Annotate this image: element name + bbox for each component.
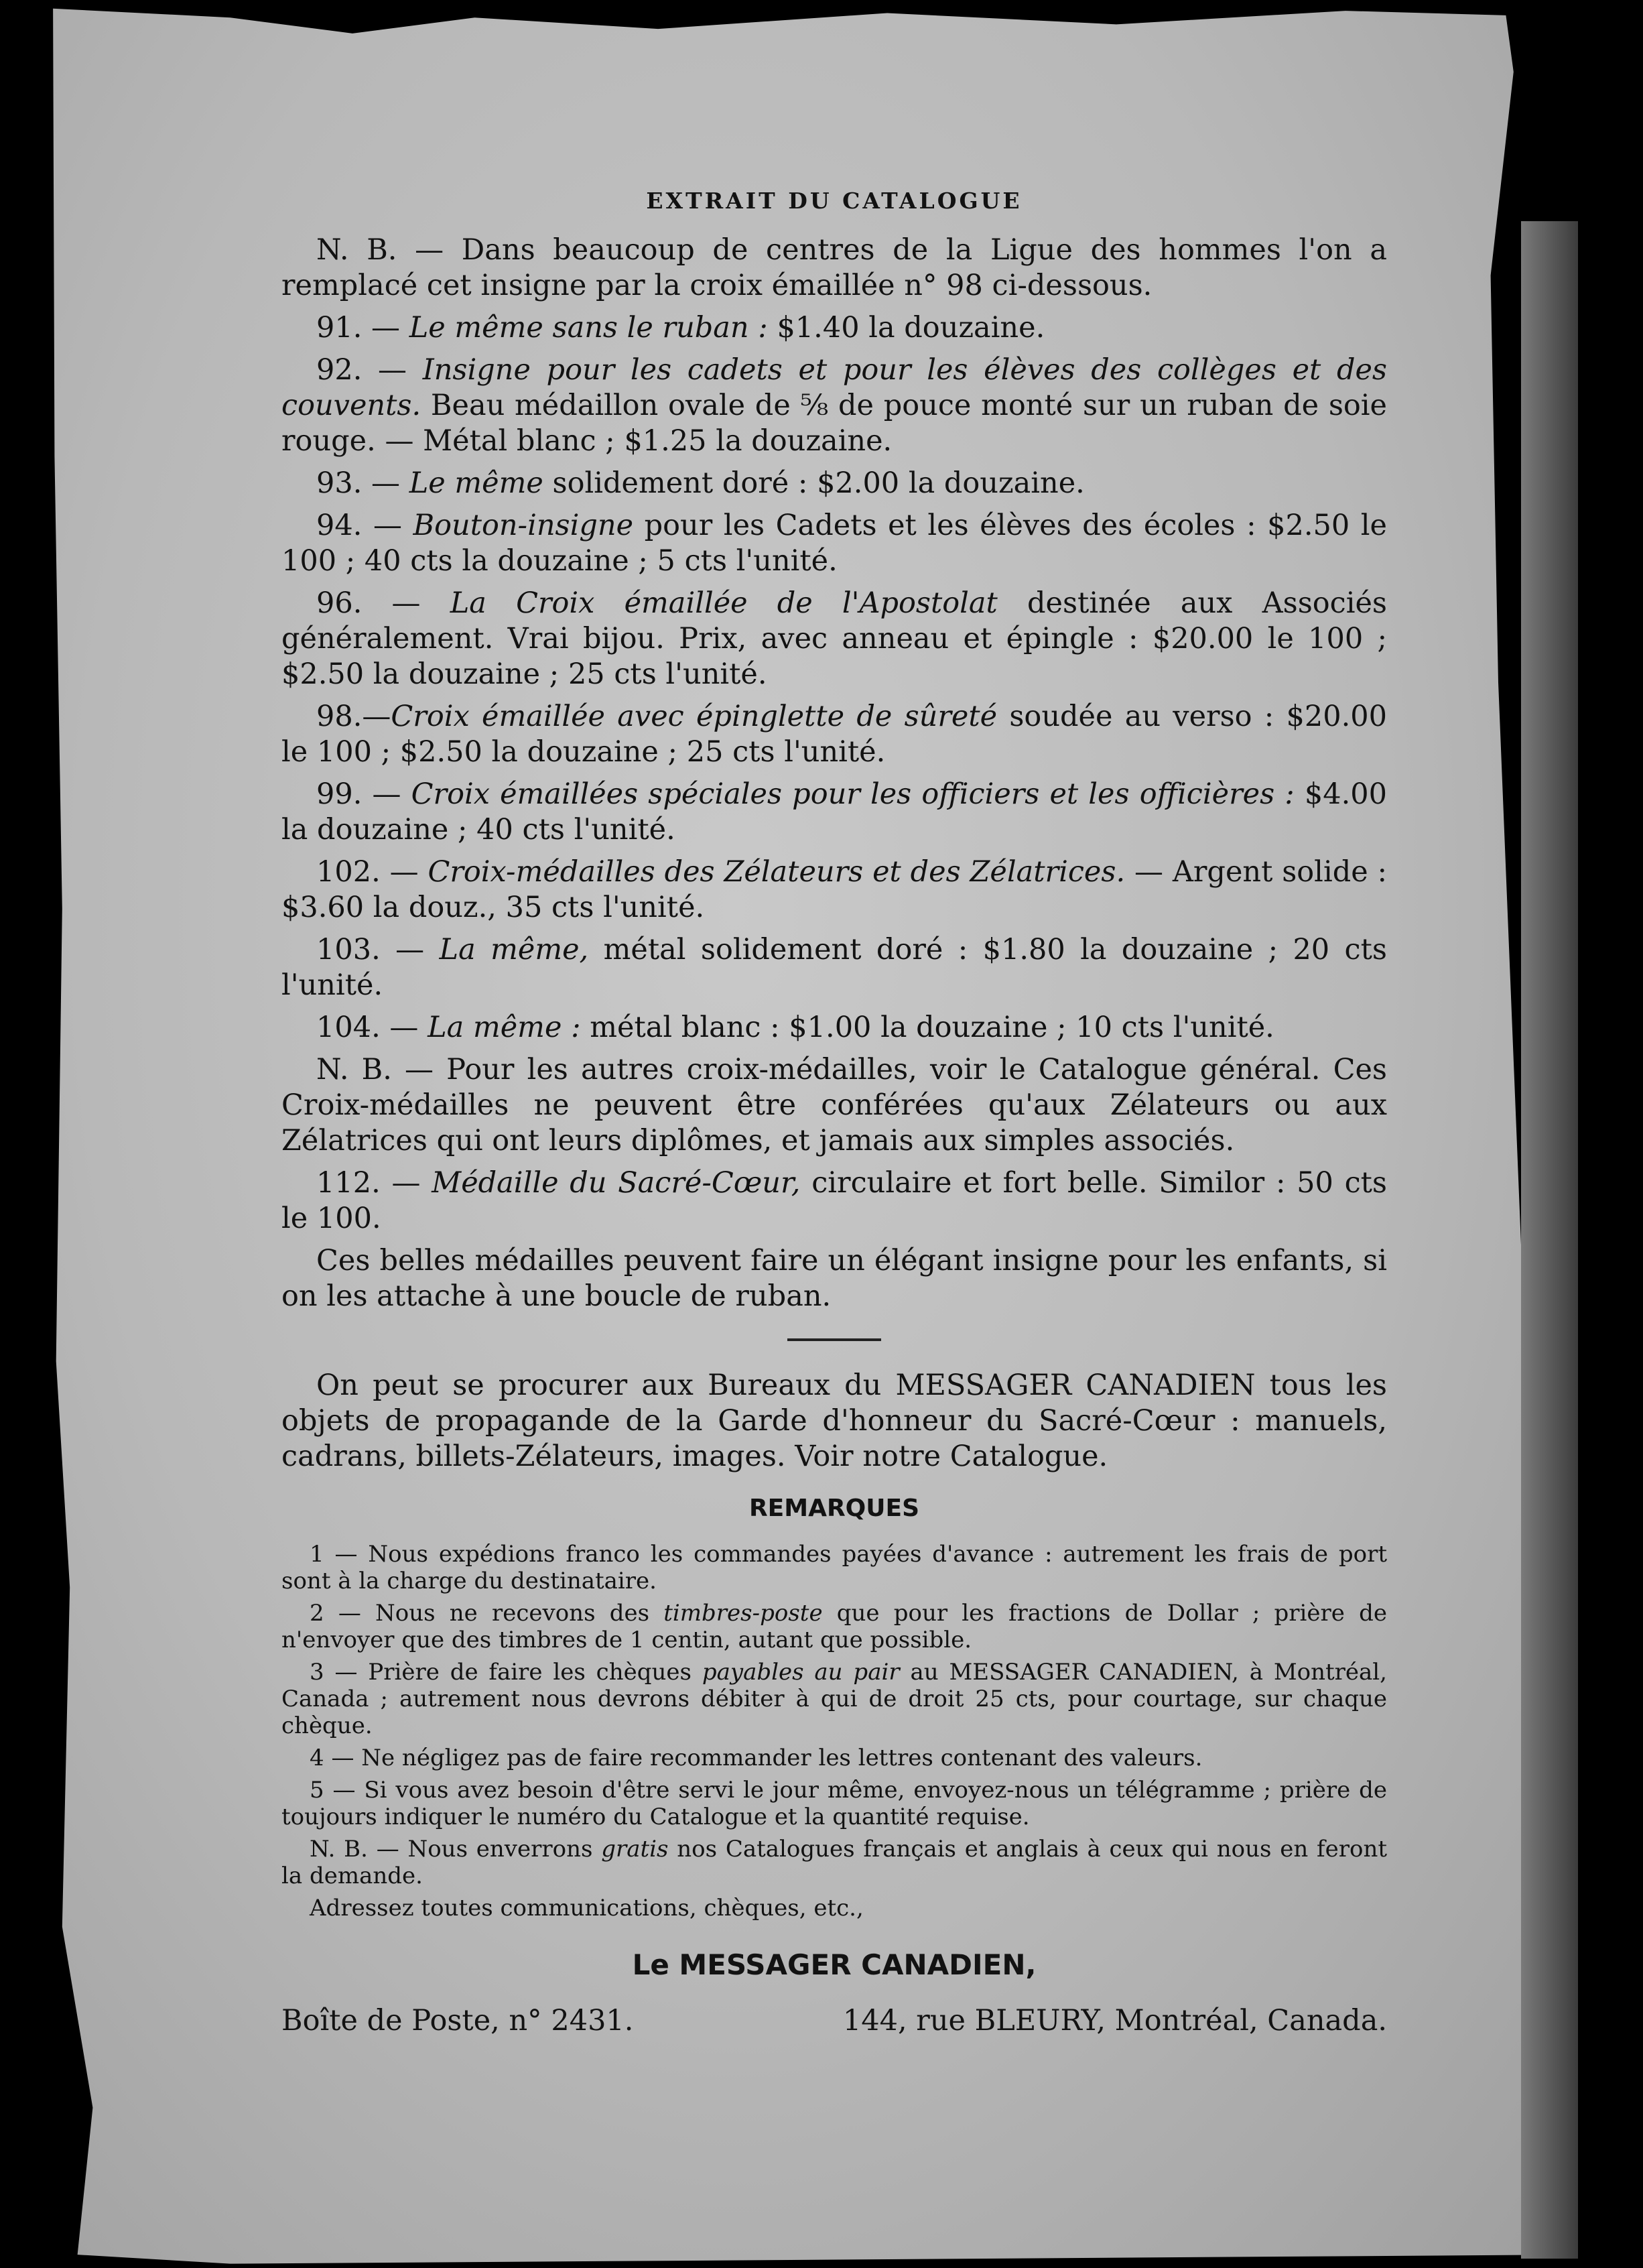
remarque-item [281, 1745, 1387, 1771]
remarque-item [281, 1895, 1387, 1922]
signature: Le MESSAGER CANADIEN, [632, 1948, 1037, 1981]
page-header: EXTRAIT DU CATALOGUE [646, 188, 1023, 214]
remarque-item [281, 1600, 1387, 1653]
catalogue-item-em: La Croix émaillée de l'Apostolat [450, 586, 998, 620]
catalogue-item-pre: 99. — [316, 777, 411, 811]
remarque-item-pre: N. B. — Nous enverrons [310, 1836, 602, 1863]
page-edge-shadow [1521, 221, 1578, 2259]
separator-rule [787, 1338, 881, 1341]
catalogue-item-pre: 93. — [316, 466, 409, 500]
catalogue-item-pre: 104. — [316, 1011, 428, 1044]
catalogue-item-post: solidement doré : $2.00 la douzaine. [543, 466, 1085, 500]
catalogue-item-post: Beau médaillon ovale de ⅝ de pouce monté sur un ruban de soie rouge. — Métal blanc ; $1.25 la douzaine. [281, 389, 1387, 458]
remarque-item-pre: 4 — Ne négligez pas de faire recommander les lettres contenant des valeurs. [310, 1745, 1203, 1771]
catalogue-item [281, 586, 1387, 692]
catalogue-item [281, 777, 1387, 848]
catalogue-item-pre: 112. — [316, 1166, 432, 1200]
catalogue-item [281, 310, 1387, 346]
catalogue-item-post: soudée au verso : $20.00 le 100 ; $2.50 la douzaine ; 25 cts l'unité. [281, 700, 1387, 769]
catalogue-item-pre: 98.— [316, 700, 391, 733]
catalogue-item-post: circulaire et fort belle. Similor : 50 cts le 100. [281, 1166, 1387, 1235]
catalogue-item-pre: N. B. — Dans beaucoup de centres de la Ligue des hommes l'on a remplacé cet insigne par la croix émaillée n° 98 ci-dessous. [281, 233, 1387, 302]
catalogue-item-pre: N. B. — Pour les autres croix-médailles, voir le Catalogue général. Ces Croix-médailles ne peuvent être conférées qu'aux Zélateurs ou aux Zélatrices qui ont leurs diplômes, et jamais aux simples associés. [281, 1053, 1387, 1157]
remarques-title: REMARQUES [748, 1495, 920, 1522]
catalogue-item-em: Insigne pour les cadets et pour les élèves des collèges et des couvents. [281, 353, 1387, 422]
catalogue-item [281, 1243, 1387, 1314]
remarque-item [281, 1659, 1387, 1739]
remarque-item-pre: 3 — Prière de faire les chèques [310, 1659, 702, 1686]
remarque-item-post: que pour les fractions de Dollar ; prière de n'envoyer que des timbres de 1 centin, autant que possible. [281, 1600, 1387, 1653]
catalogue-item-em: La même : [428, 1011, 581, 1044]
catalogue-item-post: $1.40 la douzaine. [767, 311, 1045, 344]
remarque-item-pre: 1 — Nous expédions franco les commandes payées d'avance : autrement les frais de port sont à la charge du destinataire. [281, 1541, 1387, 1594]
remarque-item-em: timbres-poste [663, 1600, 823, 1627]
catalogue-item-post: métal solidement doré : $1.80 la douzaine ; 20 cts l'unité. [281, 933, 1387, 1002]
catalogue-item-em: Croix émaillée avec épinglette de sûreté [391, 700, 998, 733]
remarque-item-pre: Adressez toutes communications, chèques, etc., [310, 1895, 864, 1922]
catalogue-item [281, 353, 1387, 459]
catalogue-item [281, 1166, 1387, 1237]
catalogue-item-em: La même, [439, 933, 589, 966]
catalogue-item-pre: 102. — [316, 855, 428, 889]
remarque-item-post: nos Catalogues français et anglais à ceux qui nous en feront la demande. [281, 1836, 1388, 1889]
catalogue-item-pre: 96. — [316, 586, 450, 620]
catalogue-item-em: Médaille du Sacré-Cœur, [432, 1166, 801, 1200]
remarque-item-pre: 2 — Nous ne recevons des [310, 1600, 664, 1627]
remarques-list [281, 1541, 1387, 1922]
remarque-item-em: payables au pair [702, 1659, 900, 1686]
catalogue-item-post: métal blanc : $1.00 la douzaine ; 10 cts l'unité. [580, 1011, 1274, 1044]
catalogue-item-pre: 92. — [316, 353, 423, 387]
catalogue-item-post: $4.00 la douzaine ; 40 cts l'unité. [281, 777, 1387, 846]
remarque-item-post: au MESSAGER CANADIEN, à Montréal, Canada ; autrement nous devrons débiter à qui de droit 25 cts, pour courtage, sur chaque chèque. [281, 1659, 1387, 1739]
catalogue-item-pre: 103. — [316, 933, 440, 966]
remarque-item-em: gratis [601, 1836, 669, 1863]
catalogue-item-post: destinée aux Associés généralement. Vrai bijou. Prix, avec anneau et épingle : $20.00 le 100 ; $2.50 la douzaine ; 25 cts l'unité. [281, 586, 1387, 691]
catalogue-item [281, 855, 1387, 926]
catalogue-item [281, 233, 1387, 304]
catalogue-item-em: Croix émaillées spéciales pour les officiers et les officières : [411, 777, 1295, 811]
catalogue-item-pre: Ces belles médailles peuvent faire un élégant insigne pour les enfants, si on les attache à une boucle de ruban. [281, 1244, 1387, 1313]
remarque-item [281, 1777, 1387, 1830]
catalogue-item [281, 508, 1387, 579]
catalogue-item-em: Croix-médailles des Zélateurs et des Zélatrices. [428, 855, 1126, 889]
document-body [281, 188, 1387, 2037]
address-po-box: Boîte de Poste, n° 2431. [281, 2004, 634, 2037]
catalogue-item-em: Bouton-insigne [413, 509, 634, 542]
catalogue-item-pre: 91. — [316, 311, 409, 344]
address-row [281, 2004, 1387, 2037]
remarque-item [281, 1541, 1387, 1594]
remarque-item [281, 1836, 1387, 1889]
catalogue-item [281, 1052, 1387, 1159]
catalogue-item [281, 932, 1387, 1003]
catalogue-items [281, 233, 1387, 1314]
catalogue-item [281, 1010, 1387, 1046]
catalogue-item-em: Le même sans le ruban : [409, 311, 768, 344]
catalogue-item [281, 466, 1387, 501]
catalogue-item-post: pour les Cadets et les élèves des écoles : $2.50 le 100 ; 40 cts la douzaine ; 5 cts l'unité. [281, 509, 1387, 578]
remarque-item-pre: 5 — Si vous avez besoin d'être servi le jour même, envoyez-nous un télégramme ; prière de toujours indiquer le numéro du Catalogue et la quantité requise. [281, 1777, 1387, 1830]
catalogue-item-em: Le même [409, 466, 543, 500]
catalogue-item [281, 699, 1387, 770]
catalogue-item-post: — Argent solide : $3.60 la douz., 35 cts l'unité. [281, 855, 1388, 924]
intro-paragraph: On peut se procurer aux Bureaux du MESSAGER CANADIEN tous les objets de propagande de la Garde d'honneur du Sacré-Cœur : manuels, cadrans, billets-Zélateurs, images. Voir notre Catalogue. [281, 1369, 1387, 1473]
catalogue-item-pre: 94. — [316, 509, 413, 542]
address-street: 144, rue BLEURY, Montréal, Canada. [842, 2004, 1387, 2037]
